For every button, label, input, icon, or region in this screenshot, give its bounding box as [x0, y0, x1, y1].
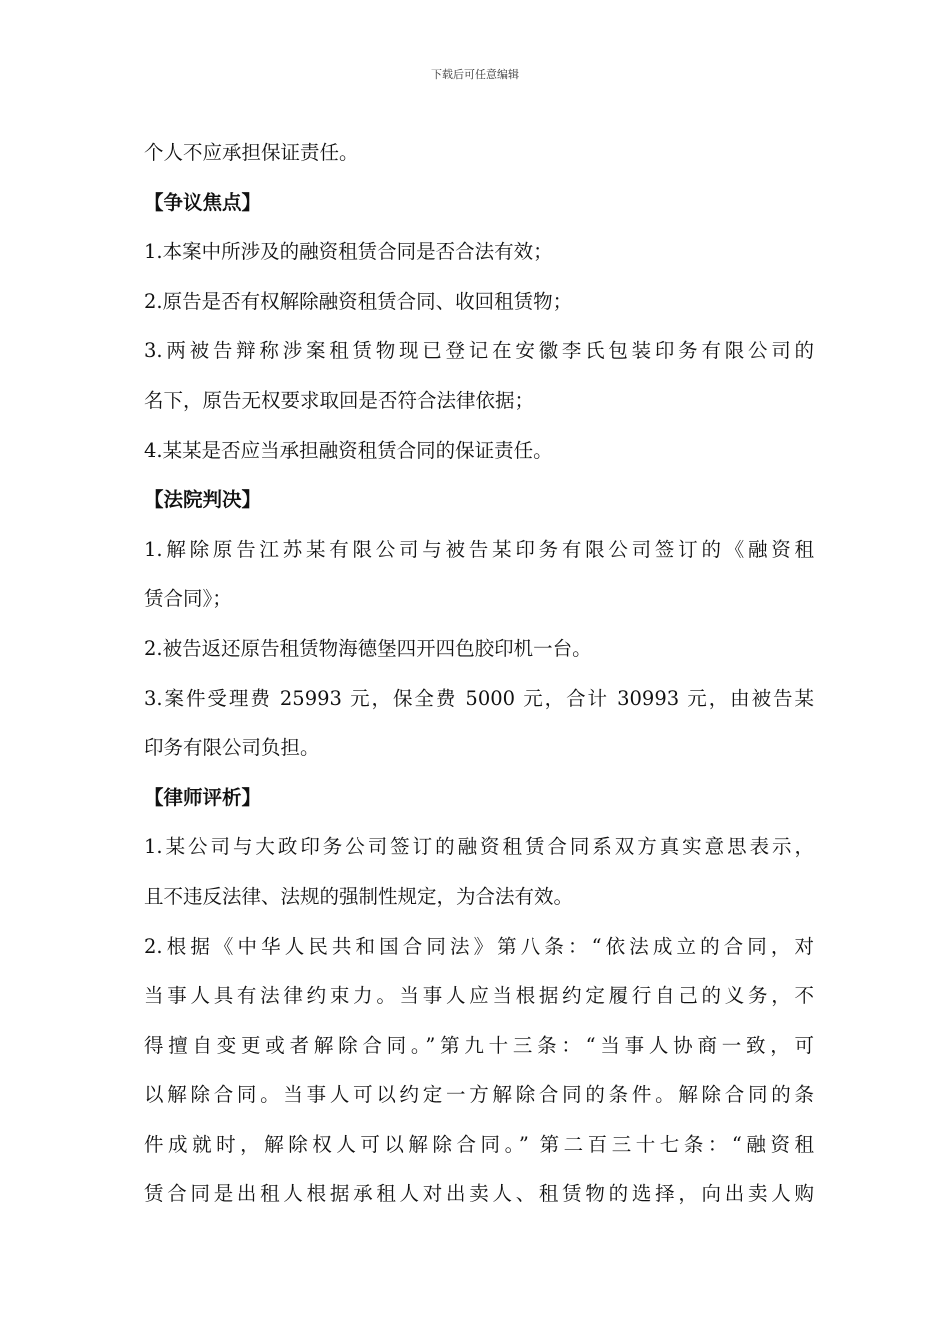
body-line: 3.两被告辩称涉案租赁物现已登记在安徽李氏包装印务有限公司的	[144, 339, 814, 363]
body-line: 赁合同是出租人根据承租人对出卖人、租赁物的选择，向出卖人购	[144, 1182, 814, 1206]
page-header: 下载后可任意编辑	[431, 68, 519, 81]
section-heading-court-judgment: 【法院判决】	[144, 488, 262, 512]
body-line: 当事人具有法律约束力。当事人应当根据约定履行自己的义务，不	[144, 984, 814, 1008]
body-line: 件成就时，解除权人可以解除合同。” 第二百三十七条：“融资租	[144, 1132, 814, 1156]
body-line: 以解除合同。当事人可以约定一方解除合同的条件。解除合同的条	[144, 1083, 814, 1107]
body-line: 名下，原告无权要求取回是否符合法律依据；	[144, 388, 535, 412]
body-line: 得擅自变更或者解除合同。”第九十三条：“当事人协商一致，可	[144, 1033, 814, 1057]
body-line: 4.某某是否应当承担融资租赁合同的保证责任。	[144, 438, 553, 462]
section-heading-lawyer-analysis: 【律师评析】	[144, 785, 262, 809]
body-line: 1.解除原告江苏某有限公司与被告某印务有限公司签订的《融资租	[144, 537, 814, 561]
body-line: 1.某公司与大政印务公司签订的融资租赁合同系双方真实意思表示，	[144, 835, 814, 859]
body-line: 2.原告是否有权解除融资租赁合同、收回租赁物；	[144, 289, 573, 313]
body-line: 2.根据《中华人民共和国合同法》第八条：“依法成立的合同，对	[144, 934, 814, 958]
body-line: 2.被告返还原告租赁物海德堡四开四色胶印机一台。	[144, 636, 592, 660]
body-line: 1.本案中所涉及的融资租赁合同是否合法有效；	[144, 240, 553, 264]
body-line: 3.案件受理费 25993 元，保全费 5000 元，合计 30993 元，由被告某	[144, 686, 814, 710]
body-line: 个人不应承担保证责任。	[144, 141, 359, 164]
body-line: 印务有限公司负担。	[144, 736, 320, 760]
document-body	[144, 128, 814, 1219]
body-line: 且不违反法律、法规的强制性规定，为合法有效。	[144, 884, 574, 908]
section-heading-dispute-focus: 【争议焦点】	[144, 190, 262, 214]
body-line: 赁合同》；	[144, 587, 232, 611]
